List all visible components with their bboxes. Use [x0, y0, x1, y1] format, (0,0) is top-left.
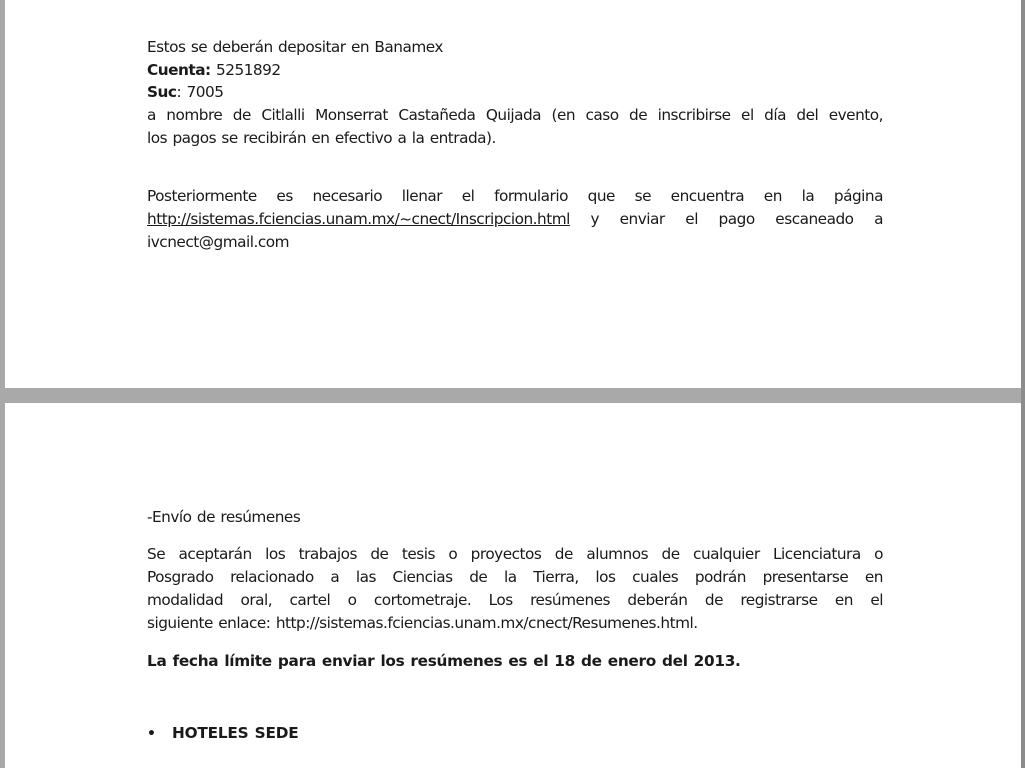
hotels-heading: HOTELES SEDE	[172, 724, 299, 742]
abstracts-paragraph-line-3: modalidad oral, cartel o cortometraje. Los resúmenes deberán de registrarse en el	[147, 591, 883, 609]
form-instructions-line-1: Posteriormente es necesario llenar el formulario que se encuentra en la página	[147, 187, 883, 205]
form-instructions-line-2	[147, 208, 883, 231]
abstracts-paragraph-line-1: Se aceptarán los trabajos de tesis o proyectos de alumnos de cualquier Licenciatura o	[147, 545, 883, 563]
abstracts-paragraph-line-4: siguiente enlace: http://sistemas.fciencias.unam.mx/cnect/Resumenes.html.	[147, 614, 698, 632]
bullet-dot-icon: •	[147, 726, 156, 742]
deposit-line: Estos se deberán depositar en Banamex	[147, 38, 443, 56]
account-number: 5251892	[210, 61, 281, 79]
section-title: -Envío de resúmenes	[147, 508, 301, 526]
contact-email: ivcnect@gmail.com	[147, 233, 290, 251]
document-page-2	[5, 403, 1021, 768]
account-holder-line-2: los pagos se recibirán en efectivo a la entrada).	[147, 129, 496, 147]
registration-form-link[interactable]: http://sistemas.fciencias.unam.mx/~cnect/Inscripcion.html	[147, 210, 570, 228]
form-instructions-text: y enviar el pago escaneado a	[569, 210, 883, 228]
branch-number: : 7005	[176, 83, 224, 101]
account-holder-line-1: a nombre de Citlalli Monserrat Castañeda Quijada (en caso de inscribirse el día del evento,	[147, 106, 883, 124]
abstracts-paragraph-line-2: Posgrado relacionado a las Ciencias de la Tierra, los cuales podrán presentarse en	[147, 568, 883, 586]
account-line	[147, 59, 883, 82]
account-label: Cuenta:	[147, 61, 211, 79]
document-page-1	[5, 0, 1021, 388]
deadline-notice: La fecha límite para enviar los resúmenes es el 18 de enero del 2013.	[147, 652, 741, 670]
hotels-bullet-item	[147, 722, 298, 746]
scrollbar-edge[interactable]	[1021, 0, 1025, 768]
branch-line	[147, 81, 883, 104]
branch-label: Suc	[147, 83, 177, 101]
